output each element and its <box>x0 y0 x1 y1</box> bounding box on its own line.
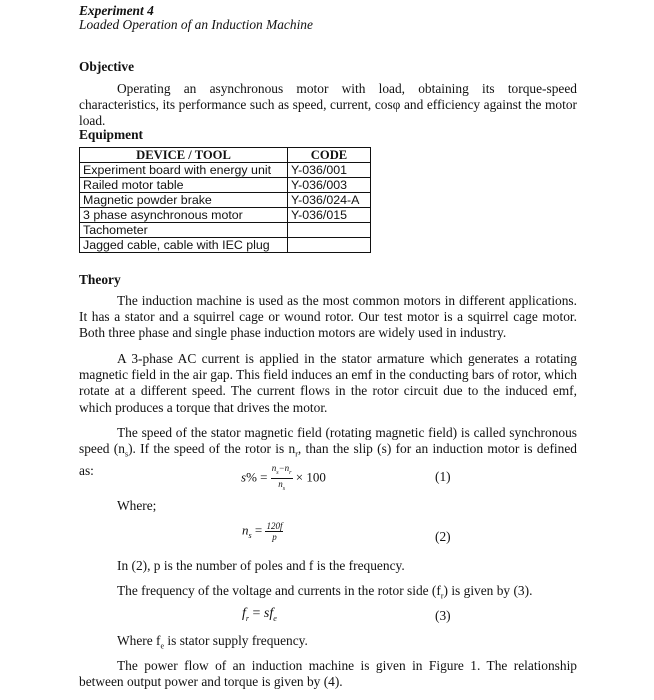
equation-2-number: (2) <box>435 529 451 544</box>
theory-paragraph-4: In (2), p is the number of poles and f is the frequency. <box>117 558 405 573</box>
where-label: Where; <box>117 498 157 513</box>
theory-paragraph-7: The power flow of an induction machine is given in Figure 1. The relationship between output power and torque is given by (4). <box>79 658 577 690</box>
device-cell: Jagged cable, cable with IEC plug <box>80 238 288 253</box>
device-cell: Experiment board with energy unit <box>80 163 288 178</box>
experiment-title: Loaded Operation of an Induction Machine <box>79 17 313 32</box>
equipment-table <box>79 147 371 253</box>
paragraph-3-part-b: ). If the speed of the rotor is n <box>128 441 296 457</box>
device-cell: 3 phase asynchronous motor <box>80 208 288 223</box>
device-cell: Tachometer <box>80 223 288 238</box>
paragraph-5-part-b: ) is given by (3). <box>443 583 533 598</box>
equation-1-number: (1) <box>435 469 451 484</box>
objective-heading: Objective <box>79 59 135 74</box>
table-row <box>80 178 371 193</box>
equation-rotor-frequency: $f_r = sf_e$ <box>242 606 277 623</box>
table-row <box>80 238 371 253</box>
device-cell: Railed motor table <box>80 178 288 193</box>
paragraph-5-part-a: The frequency of the voltage and currents in the rotor side (f <box>117 583 441 598</box>
code-cell: Y-036/024-A <box>288 193 371 208</box>
code-cell: Y-036/015 <box>288 208 371 223</box>
theory-paragraph-3: The speed of the stator magnetic field (rotating magnetic field) is called synchronous speed $(n_s)$. If the speed of the rotor is $n_r$, than the slip (s) for an induction motor is defined as: <box>79 425 577 479</box>
theory-paragraph-2: A 3-phase AC current is applied in the stator armature which generates a rotating magnetic field in the air gap. This field induces an emf in the conducting bars of rotor, which rotate at a different speed. The current flows in the rotor circuit due to the induced emf, which produces a torque that drives the motor. <box>79 351 577 415</box>
paragraph-6-part-a: Where f <box>117 633 161 648</box>
theory-heading: Theory <box>79 272 121 287</box>
paragraph-3-part-a: The speed of the stator magnetic field (rotating magnetic field) is called synchronous speed (n <box>79 425 577 457</box>
equation-synchronous-speed: $n_s$ = $\frac{120f}{p}$ <box>242 521 283 542</box>
paragraph-3-part-c: , than the slip (s) for an induction motor is defined as: <box>79 441 577 479</box>
column-header-code: CODE <box>288 148 371 163</box>
table-row <box>80 208 371 223</box>
equation-3-number: (3) <box>435 608 451 623</box>
table-row <box>80 163 371 178</box>
theory-paragraph-6: Where $f_e$ is stator supply frequency. <box>117 633 308 651</box>
code-cell <box>288 223 371 238</box>
paragraph-6-part-b: is stator supply frequency. <box>164 633 308 648</box>
code-cell <box>288 238 371 253</box>
column-header-device: DEVICE / TOOL <box>80 148 288 163</box>
table-row <box>80 223 371 238</box>
equipment-heading: Equipment <box>79 127 143 142</box>
code-cell: Y-036/003 <box>288 178 371 193</box>
objective-text: Operating an asynchronous motor with load, obtaining its torque-speed characteristics, its performance such as speed, current, cosφ and efficiency against the motor load. <box>79 81 577 129</box>
device-cell: Magnetic powder brake <box>80 193 288 208</box>
equipment-table-header <box>80 148 371 163</box>
theory-paragraph-5: The frequency of the voltage and currents in the rotor side $(f_r)$ is given by (3). <box>117 583 533 601</box>
theory-paragraph-1: The induction machine is used as the most common motors in different applications. It has a stator and a squirrel cage or wound rotor. Our test motor is a squirrel cage motor. Both three phase and single phase induction motors are widely used in industry. <box>79 293 577 341</box>
table-row <box>80 193 371 208</box>
equation-slip: s% = $\frac{n_s-n_r}{n_s}$ × 100 <box>241 463 326 492</box>
experiment-number: Experiment 4 <box>79 3 154 18</box>
code-cell: Y-036/001 <box>288 163 371 178</box>
